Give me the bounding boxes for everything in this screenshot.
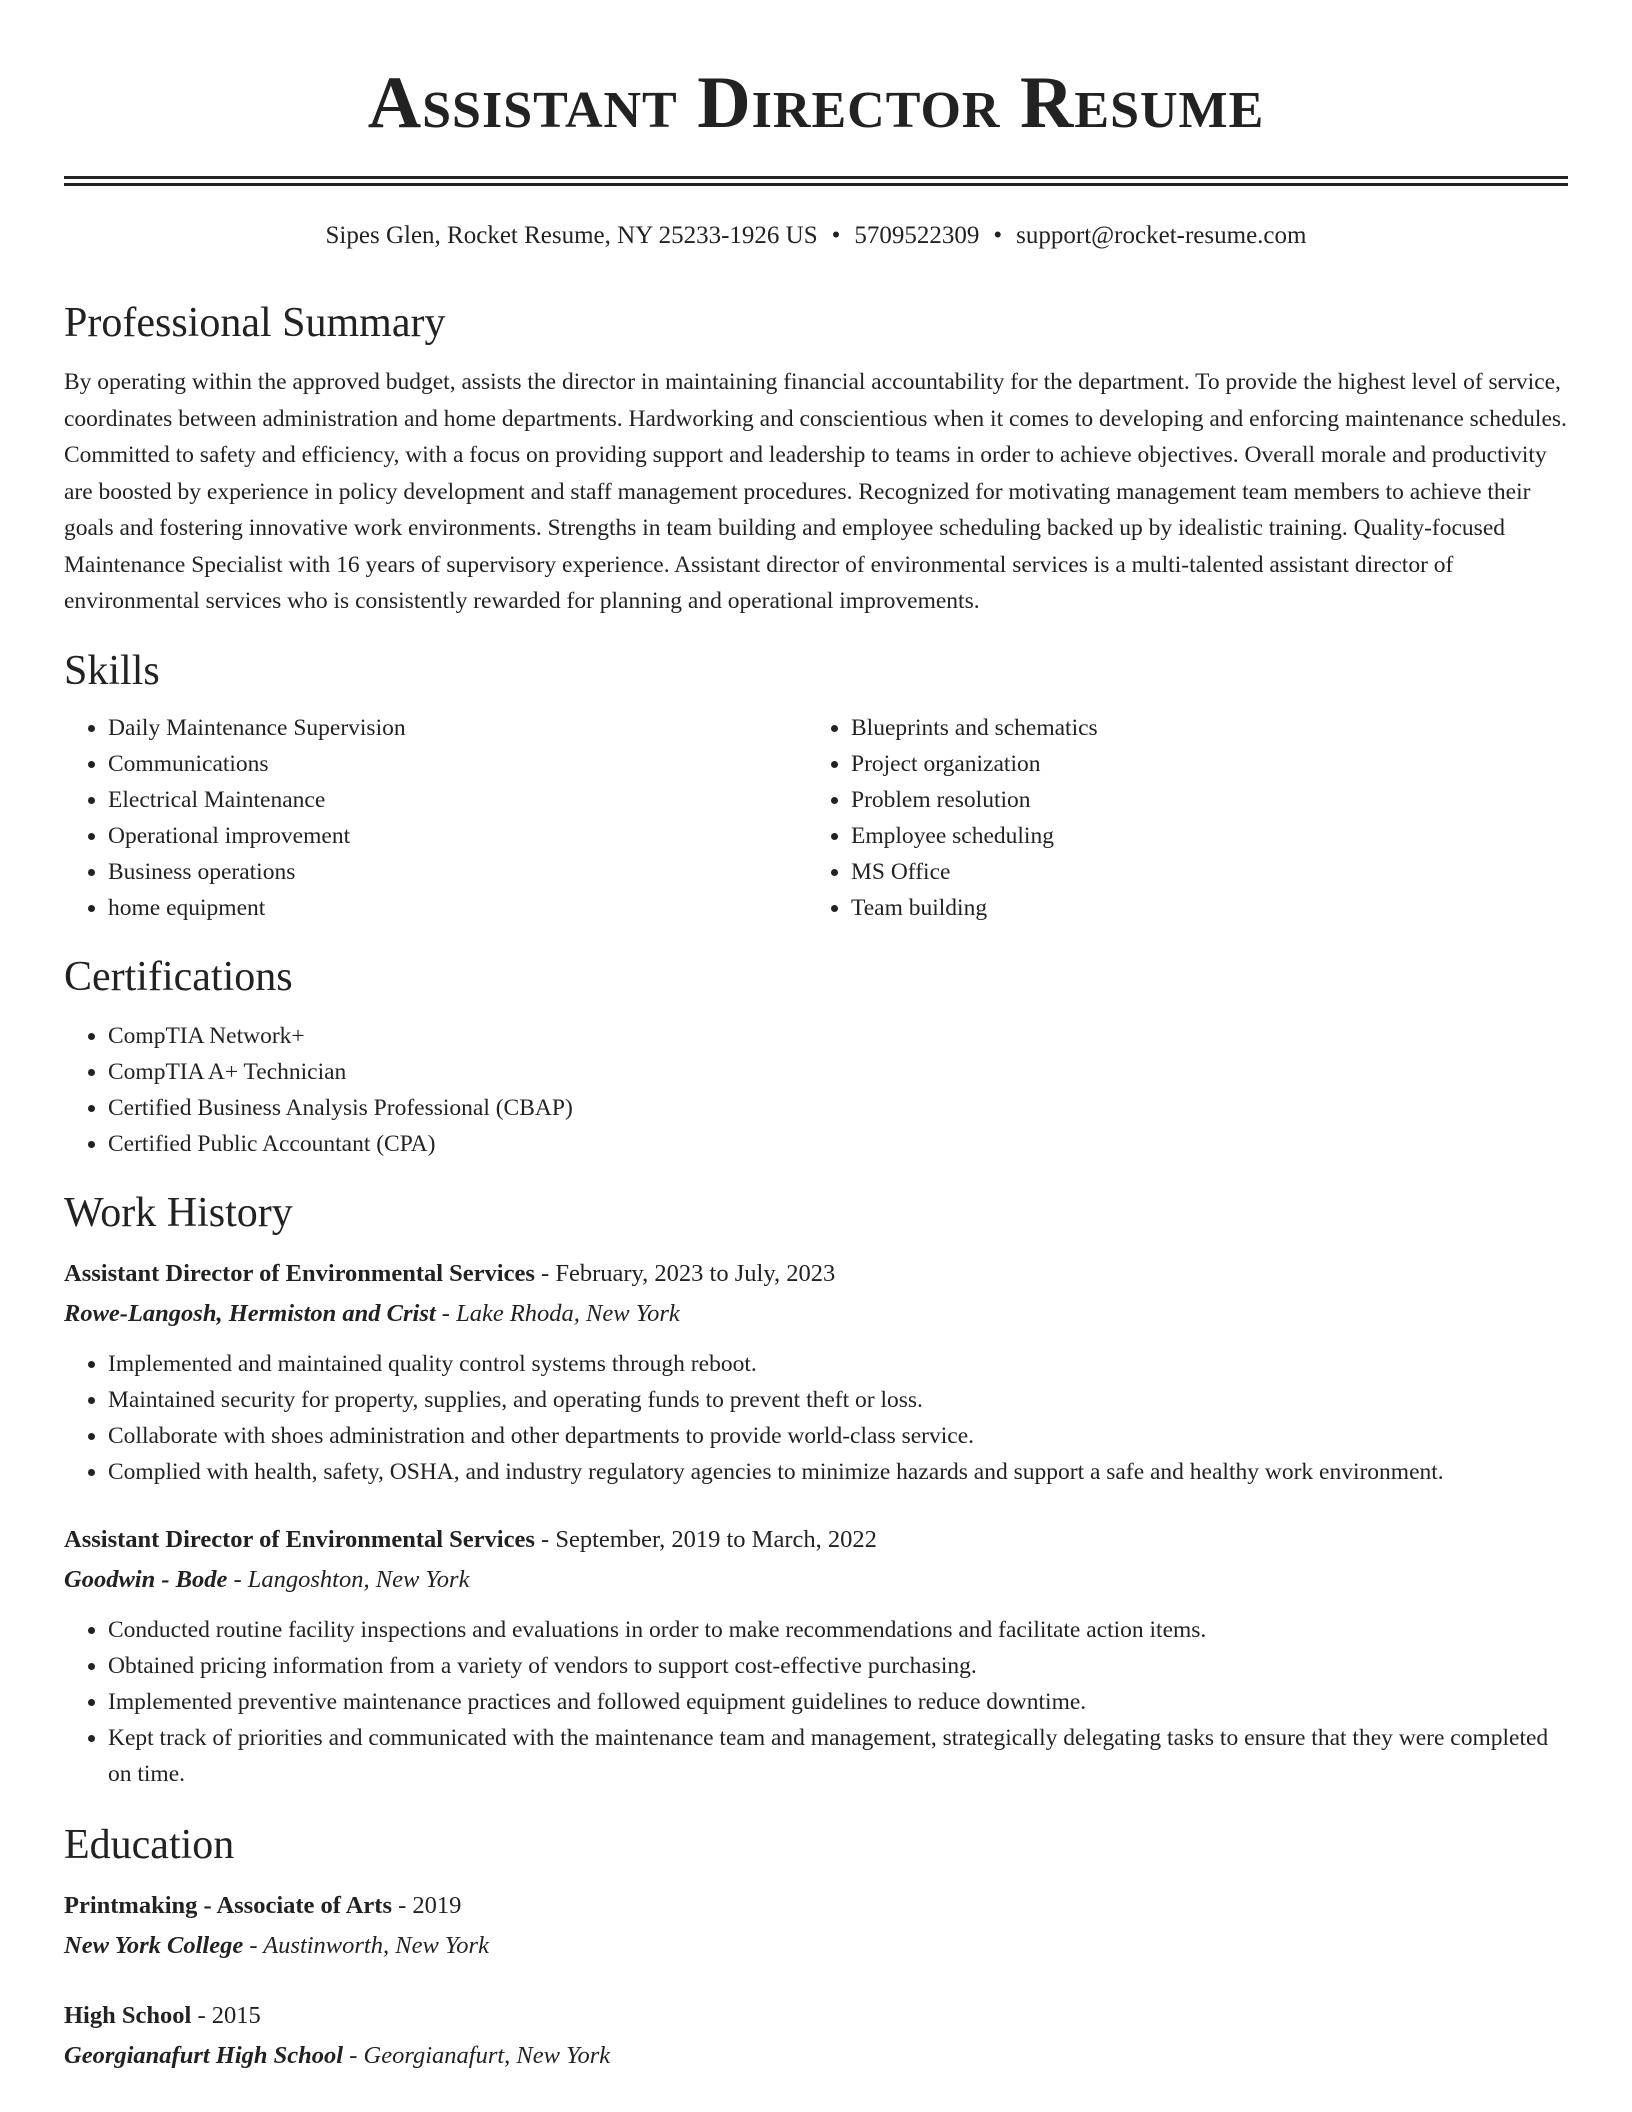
education-location: Georgianafurt, New York	[363, 2041, 611, 2069]
job-bullet: • Obtained pricing information from a variety of vendors to support cost-effective purchasing.	[108, 1648, 1568, 1684]
certifications-heading: Certifications	[64, 953, 293, 1000]
education-heading: Education	[64, 1821, 235, 1868]
education-year: 2019	[412, 1891, 462, 1919]
job-bullet: • Collaborate with shoes administration and other departments to provide world-class service.	[108, 1418, 1568, 1454]
resume-page	[64, 0, 1568, 2076]
job-title: Assistant Director of Environmental Services	[64, 1525, 535, 1553]
summary-heading: Professional Summary	[64, 300, 446, 346]
job-bullet: • Implemented preventive maintenance practices and followed equipment guidelines to reduce downtime.	[108, 1684, 1568, 1720]
job-bullets	[64, 1346, 1568, 1490]
education-school-line: New York College - Austinworth, New York	[64, 1931, 489, 1959]
job-title: Assistant Director of Environmental Services	[64, 1259, 535, 1287]
contact-separator: •	[831, 222, 841, 249]
job-bullet: • Implemented and maintained quality control systems through reboot.	[108, 1346, 1568, 1382]
job-location: Langoshton, New York	[247, 1565, 470, 1593]
contact-email: support@rocket-resume.com	[1016, 222, 1307, 249]
skills-right-list	[807, 710, 1551, 926]
skill-item: • Operational improvement	[108, 818, 807, 854]
job-dates: February, 2023 to July, 2023	[555, 1259, 836, 1287]
education-year: 2015	[211, 2001, 261, 2029]
education-location: Austinworth, New York	[263, 1931, 489, 1959]
certifications-list	[64, 1018, 1568, 1162]
job-company: Goodwin - Bode	[64, 1565, 228, 1593]
skill-item: • Business operations	[108, 854, 807, 890]
education-degree-line: Printmaking - Associate of Arts - 2019	[64, 1891, 462, 1919]
job-bullet: • Conducted routine facility inspections and evaluations in order to make recommendations and facilitate action items.	[108, 1612, 1568, 1648]
skills-left-list	[64, 710, 807, 926]
contact-address: Sipes Glen, Rocket Resume, NY 25233-1926 US	[325, 222, 818, 249]
skill-item: • Team building	[851, 890, 1551, 926]
education-school-line: Georgianafurt High School - Georgianafurt, New York	[64, 2041, 611, 2069]
job-title-line: Assistant Director of Environmental Services - February, 2023 to July, 2023	[64, 1259, 836, 1287]
certification-item: • Certified Public Accountant (CPA)	[108, 1126, 1568, 1162]
education-school: Georgianafurt High School	[64, 2041, 344, 2069]
contact-separator: •	[993, 222, 1003, 249]
skill-item: • home equipment	[108, 890, 807, 926]
page-title: Assistant Director Resume	[367, 62, 1265, 144]
education-entry	[64, 1886, 1568, 1966]
contact-line	[64, 220, 1568, 252]
job-bullets	[64, 1612, 1568, 1792]
education-degree: High School	[64, 2001, 192, 2029]
skill-item: • Communications	[108, 746, 807, 782]
job-location: Lake Rhoda, New York	[456, 1299, 680, 1327]
education-school: New York College	[64, 1931, 244, 1959]
skills-heading: Skills	[64, 647, 160, 694]
job-entry	[64, 1254, 1568, 1490]
job-company-line: Goodwin - Bode - Langoshton, New York	[64, 1565, 470, 1593]
skill-item: • Problem resolution	[851, 782, 1551, 818]
skill-item: • Project organization	[851, 746, 1551, 782]
education-degree-line: High School - 2015	[64, 2001, 261, 2029]
education-degree: Printmaking - Associate of Arts	[64, 1891, 392, 1919]
job-company-line: Rowe-Langosh, Hermiston and Crist - Lake Rhoda, New York	[64, 1299, 680, 1327]
summary-text: By operating within the approved budget, assists the director in maintaining financial accountability for the department. To provide the highest level of service, coordinates between administration and home departments. Hardworking and conscientious when it comes to developing and enforcing maintenance schedules. Committed to safety and efficiency, with a focus on providing support and leadership to teams in order to achieve objectives. Overall morale and productivity are boosted by experience in policy development and staff management procedures. Recognized for motivating management team members to achieve their goals and fostering innovative work environments. Strengths in team building and employee scheduling backed up by idealistic training. Quality-focused Maintenance Specialist with 16 years of supervisory experience. Assistant director of environmental services is a multi-talented assistant director of environmental services who is consistently rewarded for planning and operational improvements.	[64, 369, 1567, 614]
certification-item: • CompTIA Network+	[108, 1018, 1568, 1054]
skills-columns	[64, 710, 1568, 926]
job-company: Rowe-Langosh, Hermiston and Crist	[64, 1299, 436, 1327]
skill-item: • Daily Maintenance Supervision	[108, 710, 807, 746]
job-bullet: • Complied with health, safety, OSHA, and industry regulatory agencies to minimize hazards and support a safe and healthy work environment.	[108, 1454, 1568, 1490]
job-entry	[64, 1520, 1568, 1792]
certification-item: • Certified Business Analysis Professional (CBAP)	[108, 1090, 1568, 1126]
skill-item: • Blueprints and schematics	[851, 710, 1551, 746]
job-bullet: • Kept track of priorities and communicated with the maintenance team and management, strategically delegating tasks to ensure that they were completed on time.	[108, 1720, 1568, 1792]
job-bullet: • Maintained security for property, supplies, and operating funds to prevent theft or loss.	[108, 1382, 1568, 1418]
certification-item: • CompTIA A+ Technician	[108, 1054, 1568, 1090]
title-divider	[64, 176, 1568, 186]
education-entry	[64, 1996, 1568, 2076]
skill-item: • Electrical Maintenance	[108, 782, 807, 818]
skill-item: • MS Office	[851, 854, 1551, 890]
job-title-line: Assistant Director of Environmental Services - September, 2019 to March, 2022	[64, 1525, 877, 1553]
contact-phone: 5709522309	[854, 222, 980, 249]
work-history-heading: Work History	[64, 1189, 293, 1236]
skill-item: • Employee scheduling	[851, 818, 1551, 854]
job-dates: September, 2019 to March, 2022	[555, 1525, 877, 1553]
